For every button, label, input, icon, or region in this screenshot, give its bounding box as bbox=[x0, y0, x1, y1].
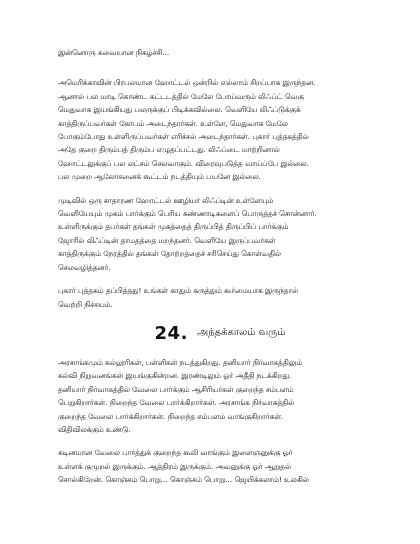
paragraph-conclusion bbox=[58, 284, 382, 311]
paragraph-government-private bbox=[58, 356, 382, 436]
text-line: இன்னொரு சுவையான நிகழ்ச்சி... bbox=[58, 48, 170, 57]
text-line: தனியார் நிர்வாகத்தில் வேலை பார்க்கும் ஆசிரியர்கள் குறைந்த சம்பளம் bbox=[58, 384, 294, 394]
text-line: காத்திருப்பவர்கள் கோபம் அடைந்தார்கள். உள்ளே, மெதுவாக மேலே bbox=[58, 118, 288, 128]
text-line: மெதுவாக இயங்கியது பலருக்குப் பிடிக்கவில்லை. வெளியே லிஃப்டுக்குக் bbox=[58, 105, 301, 115]
text-line: ஆனால் பல மாடி கொண்ட கட்டடத்தில் மேலே போய்வரும் லிஃப்ட் வெகு bbox=[58, 91, 304, 101]
bottom-section bbox=[58, 356, 382, 487]
text-line: பல முறை ஆலோசனைக் கூட்டம் நடத்தியும் பயனே இல்லை. bbox=[58, 172, 261, 182]
paragraph-mirror-solution bbox=[58, 194, 382, 274]
text-line: பெறுகிறார்கள். நிறைந்த வேலை பார்க்கிறார்கள். அரசாங்க நிர்வாகத்தில் bbox=[58, 398, 295, 408]
text-line: வெளியேயும் முகம் பார்க்கும் பெரிய கண்ணாடிகளைப் பொருத்தச் சொன்னார். bbox=[58, 209, 317, 219]
text-line: கல்வி நிறுவனங்கள் இயங்குகின்றன. இரண்டிலும் ஓர் அதீதி நடக்கிறது. bbox=[58, 371, 292, 381]
text-line: காத்திருக்கும் நேரத்தில் தங்கள் தோற்றத்தைச் சரிசெய்து கொள்வதில் bbox=[58, 249, 281, 259]
text-line: புகார் புத்தகம் தப்பித்தது! உங்கள் காதும் கருத்தும் கூர்மையாக இருந்தால் bbox=[58, 286, 299, 296]
text-line: போகும்போது உள்ளிருப்பவர்கள் எரிச்சல் அடைந்தார்கள். புகார் புத்தகத்தில் bbox=[58, 132, 309, 142]
top-section bbox=[58, 46, 382, 311]
chapter-title: அந்தக்காலம் வரும் bbox=[197, 327, 286, 339]
text-line: குறைந்த வேலை பார்க்கிறார்கள். நிறைந்த சம்பளம் வாங்குகிறார்கள். bbox=[58, 411, 284, 421]
text-line: அதே குறை திரும்பத் திரும்ப எழுதப்பட்டது. லிஃப்டை மாற்றினால் bbox=[58, 145, 280, 155]
text-line: உள்ளக் குமுறல் இருக்கும். ஆத்திரம் இருக்கும். அவனுக்கு ஓர் ஆறுதல் bbox=[58, 461, 291, 471]
text-line: அமெரிக்காவின் பிரபலமான ஹோட்டல் ஒன்றில் எல்லாம் சிறப்பாக இருந்தன. bbox=[58, 78, 316, 88]
paragraph-lift-problem bbox=[58, 76, 382, 183]
text-line: விதிவிலக்கும் உண்டு. bbox=[58, 424, 131, 434]
text-line: ஹோட்டலுக்குப் பல லட்சம் செலவாகும். விரைவுபடுத்த வாய்ப்பே இல்லை. bbox=[58, 158, 309, 168]
paragraph-intro bbox=[58, 46, 382, 59]
text-line: முடிவில் ஒரு சாதாரண ஹோட்டல் ஊழியர் லிஃப்டின் உள்ளேயும் bbox=[58, 195, 274, 205]
text-line: சொல்கிறேன். கொஞ்சம் பொறு... கொஞ்சம் பொறு... ஜெயிக்கலாம்! உலகில் bbox=[58, 475, 309, 485]
paragraph-advice bbox=[58, 446, 382, 486]
chapter-heading bbox=[58, 323, 382, 344]
text-line: வெற்றி நிச்சயம். bbox=[58, 299, 113, 309]
text-line: கடினமான வேலை பார்த்துக் குறைந்த கூலி வாங்கும் இளைஞனுக்கு ஓர் bbox=[58, 448, 293, 458]
text-line: அரசாங்கமும் கல்லூரிகள், பள்ளிகள் நடத்துகிறது. தனியார் நிர்வாகத்திலும் bbox=[58, 357, 303, 367]
text-line: செலவழித்தனர். bbox=[58, 262, 111, 272]
chapter-number: 24. bbox=[154, 322, 188, 344]
text-line: உள்ளிருக்கும் தபர்கள் தங்கள் முகத்தைத் திருப்பித் திருப்பிப் பார்க்கும் bbox=[58, 222, 289, 232]
text-line: ஜோரில் லிஃப்டின் தாமதத்தை மறந்தனர். வெளியே இருப்பவர்கள் bbox=[58, 235, 276, 245]
